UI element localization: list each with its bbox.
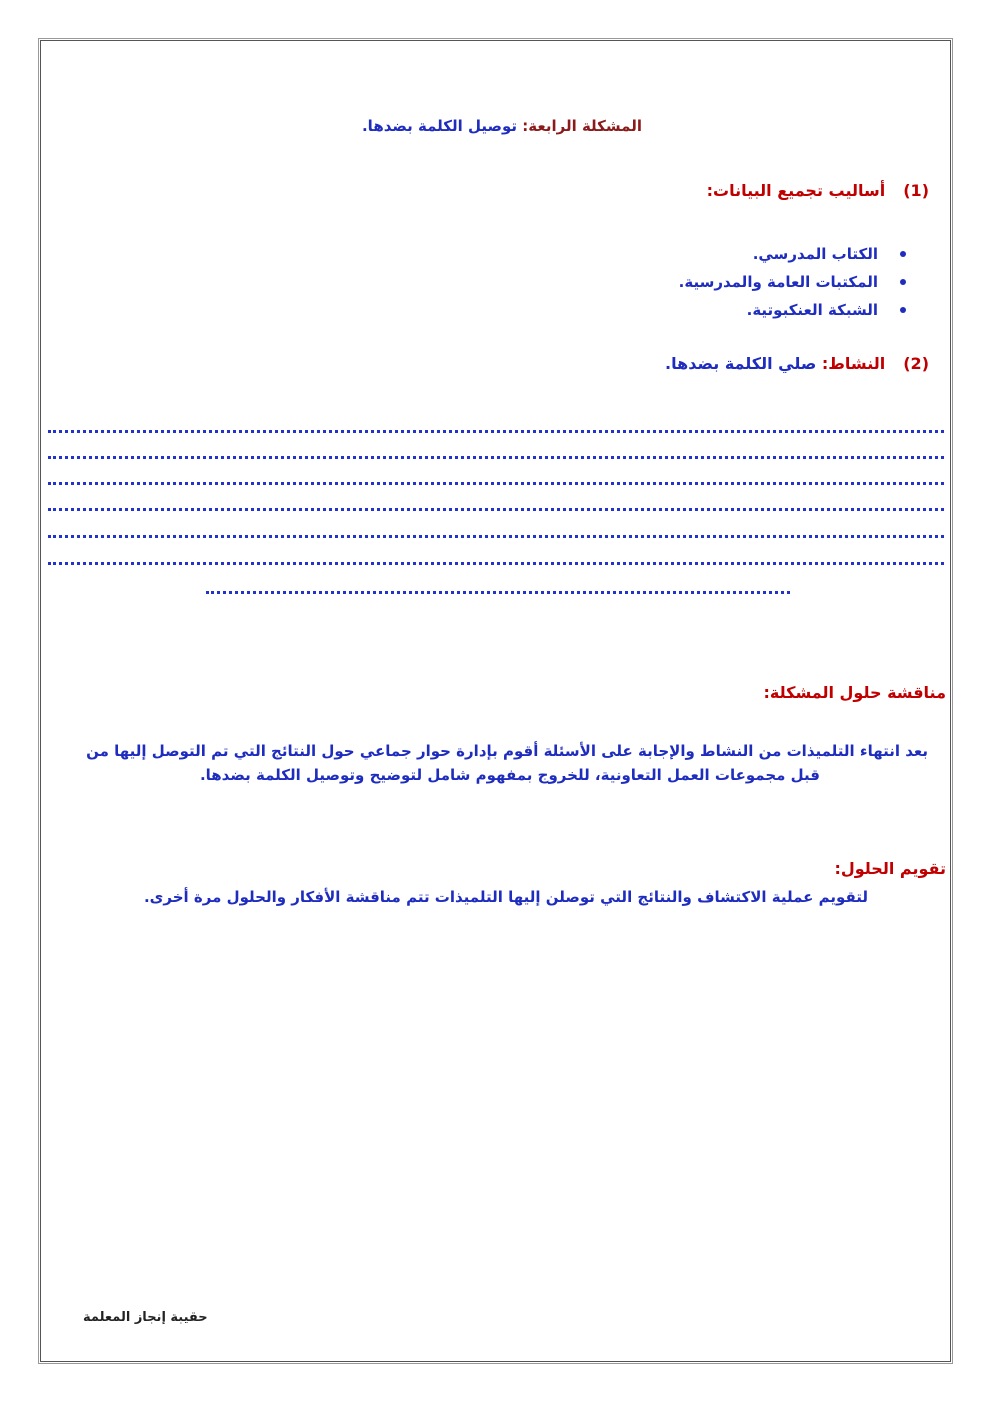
discussion-heading: مناقشة حلول المشكلة:	[763, 683, 946, 702]
section-1-label: أساليب تجميع البيانات:	[706, 181, 886, 200]
answer-line	[48, 482, 944, 485]
title-label: المشكلة الرابعة:	[522, 117, 642, 135]
answer-line	[48, 562, 944, 565]
bullet-icon	[900, 279, 906, 285]
discussion-line-2: قبل مجموعات العمل التعاونية، للخروج بمفهوم شامل لتوضيح وتوصيل الكلمة بضدها.	[199, 766, 820, 784]
evaluation-text: لتقويم عملية الاكتشاف والنتائج التي توصلن إليها التلميذات تتم مناقشة الأفكار والحلول مرة أخرى.	[143, 888, 868, 906]
data-sources-list	[679, 240, 880, 324]
title-value: توصيل الكلمة بضدها.	[361, 117, 518, 135]
answer-line	[48, 456, 944, 459]
page-title	[362, 117, 642, 135]
list-item: المكتبات العامة والمدرسية.	[679, 268, 880, 296]
section-1-heading	[707, 181, 929, 200]
answer-line	[48, 508, 944, 511]
section-2-value: صلي الكلمة بضدها.	[665, 354, 817, 373]
footer-text: حقيبة إنجاز المعلمة	[83, 1310, 208, 1325]
list-item: الشبكة العنكبوتية.	[679, 296, 880, 324]
section-2-heading	[665, 354, 929, 373]
discussion-line-1: بعد انتهاء التلميذات من النشاط والإجابة على الأسئلة أقوم بإدارة حوار جماعي حول النتائج التي تم التوصل إليها من	[86, 742, 928, 760]
section-2-label: النشاط:	[821, 354, 886, 373]
answer-line	[48, 535, 944, 538]
answer-line	[48, 430, 944, 433]
bullet-icon	[900, 251, 906, 257]
section-2-number: (2)	[903, 354, 929, 373]
section-1-number: (1)	[903, 181, 929, 200]
answer-line	[206, 591, 790, 594]
list-item: الكتاب المدرسي.	[679, 240, 880, 268]
evaluation-heading: تقويم الحلول:	[834, 859, 946, 878]
bullet-icon	[900, 307, 906, 313]
